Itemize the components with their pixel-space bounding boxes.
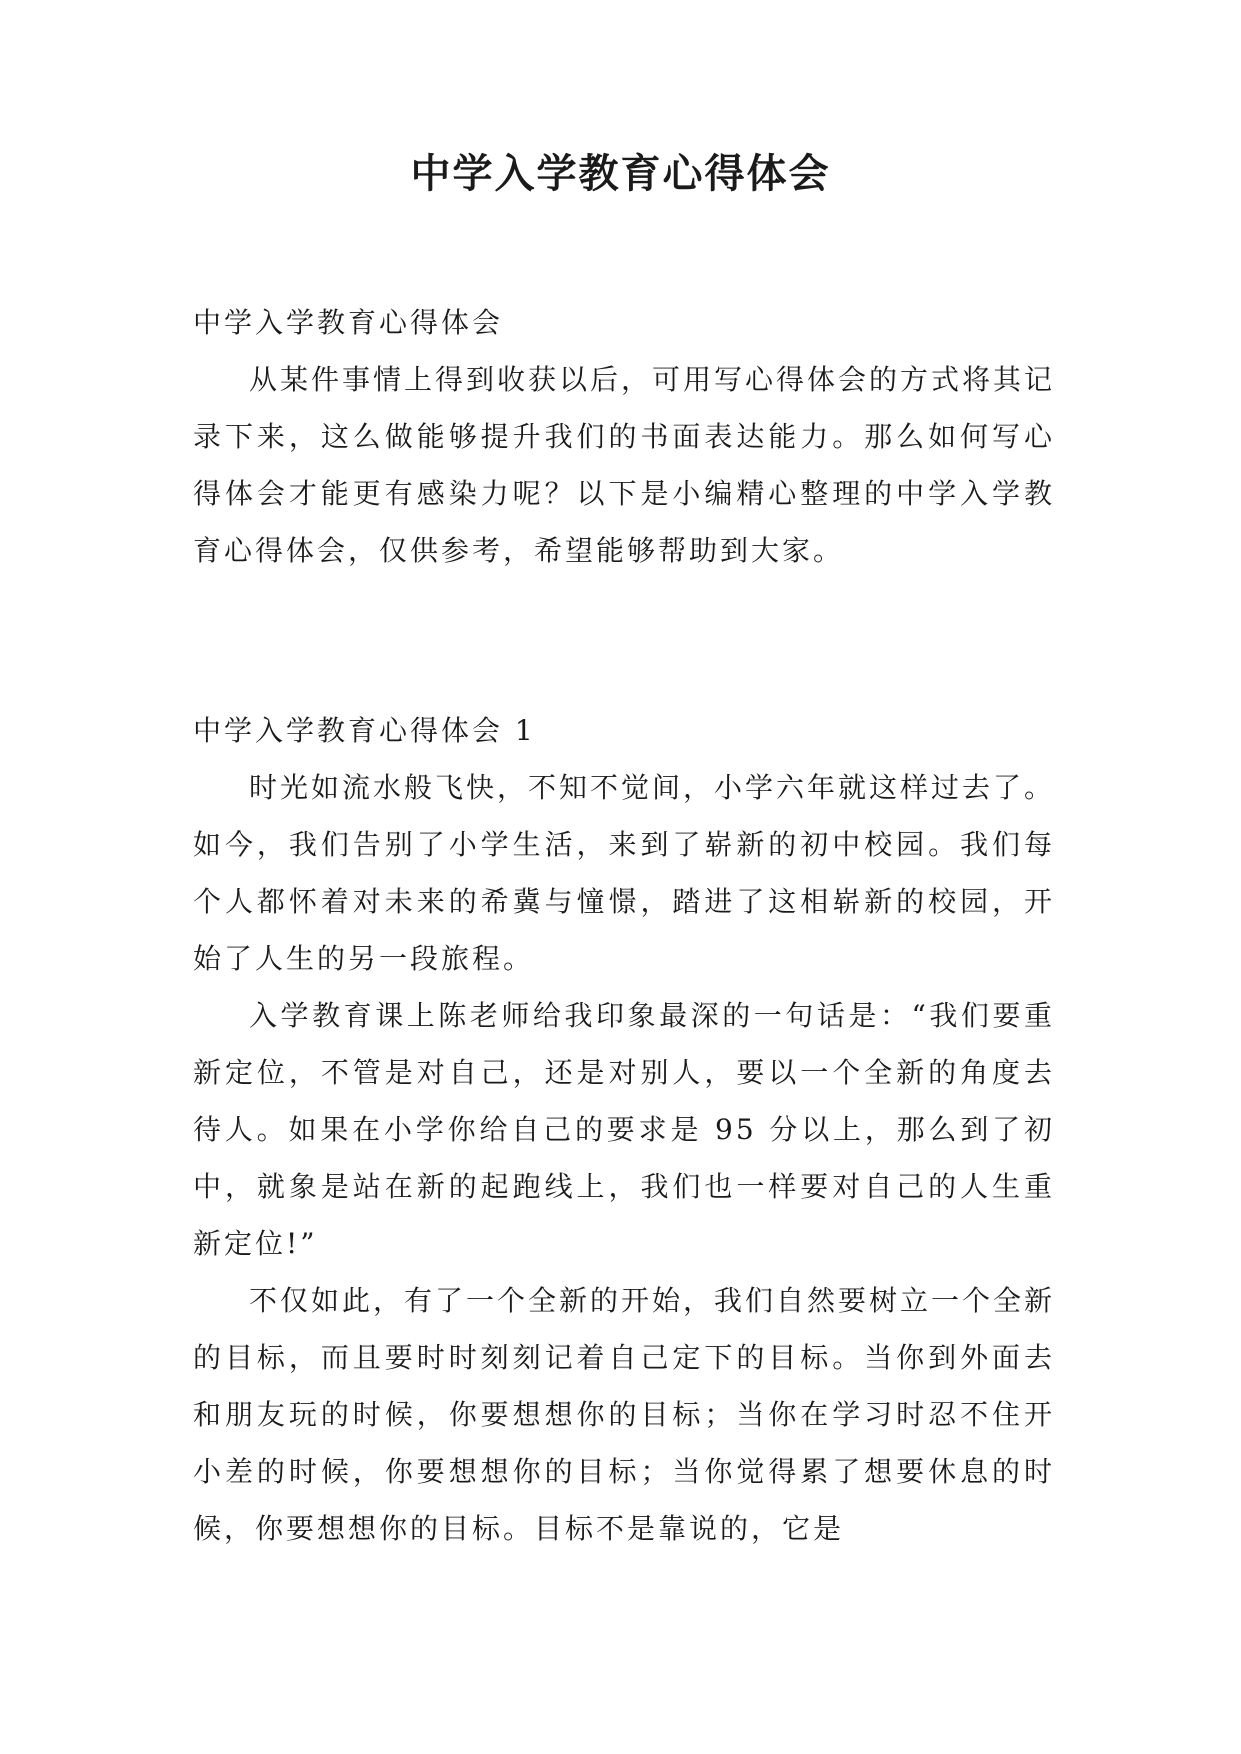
section-paragraph: 入学教育课上陈老师给我印象最深的一句话是：“我们要重新定位，不管是对自己，还是对别人，要以一个全新的角度去待人。如果在小学你给自己的要求是 95 分以上，那么到了初中，就象是站在新的起跑线上，我们也一样要对自己的人生重新定位!”	[193, 999, 1055, 1260]
section-paragraph: 不仅如此，有了一个全新的开始，我们自然要树立一个全新的目标，而且要时时刻刻记着自己定下的目标。当你到外面去和朋友玩的时候，你要想想你的目标；当你在学习时忍不住开小差的时候，你要想想你的目标；当你觉得累了想要休息的时候，你要想想你的目标。目标不是靠说的，它是	[193, 1284, 1056, 1545]
section-paragraph: 时光如流水般飞快，不知不觉间，小学六年就这样过去了。如今，我们告别了小学生活，来到了崭新的初中校园。我们每个人都怀着对未来的希冀与憧憬，踏进了这相崭新的校园，开始了人生的另一段旅程。	[193, 771, 1056, 975]
section-heading: 中学入学教育心得体会 1	[193, 714, 536, 747]
document-title: 中学入学教育心得体会	[410, 150, 831, 197]
intro-heading: 中学入学教育心得体会	[193, 306, 504, 339]
intro-paragraph: 从某件事情上得到收获以后，可用写心得体会的方式将其记录下来，这么做能够提升我们的书面表达能力。那么如何写心得体会才能更有感染力呢？以下是小编精心整理的中学入学教育心得体会，仅供参考，希望能够帮助到大家。	[193, 363, 1056, 567]
section-body	[193, 759, 1055, 1557]
